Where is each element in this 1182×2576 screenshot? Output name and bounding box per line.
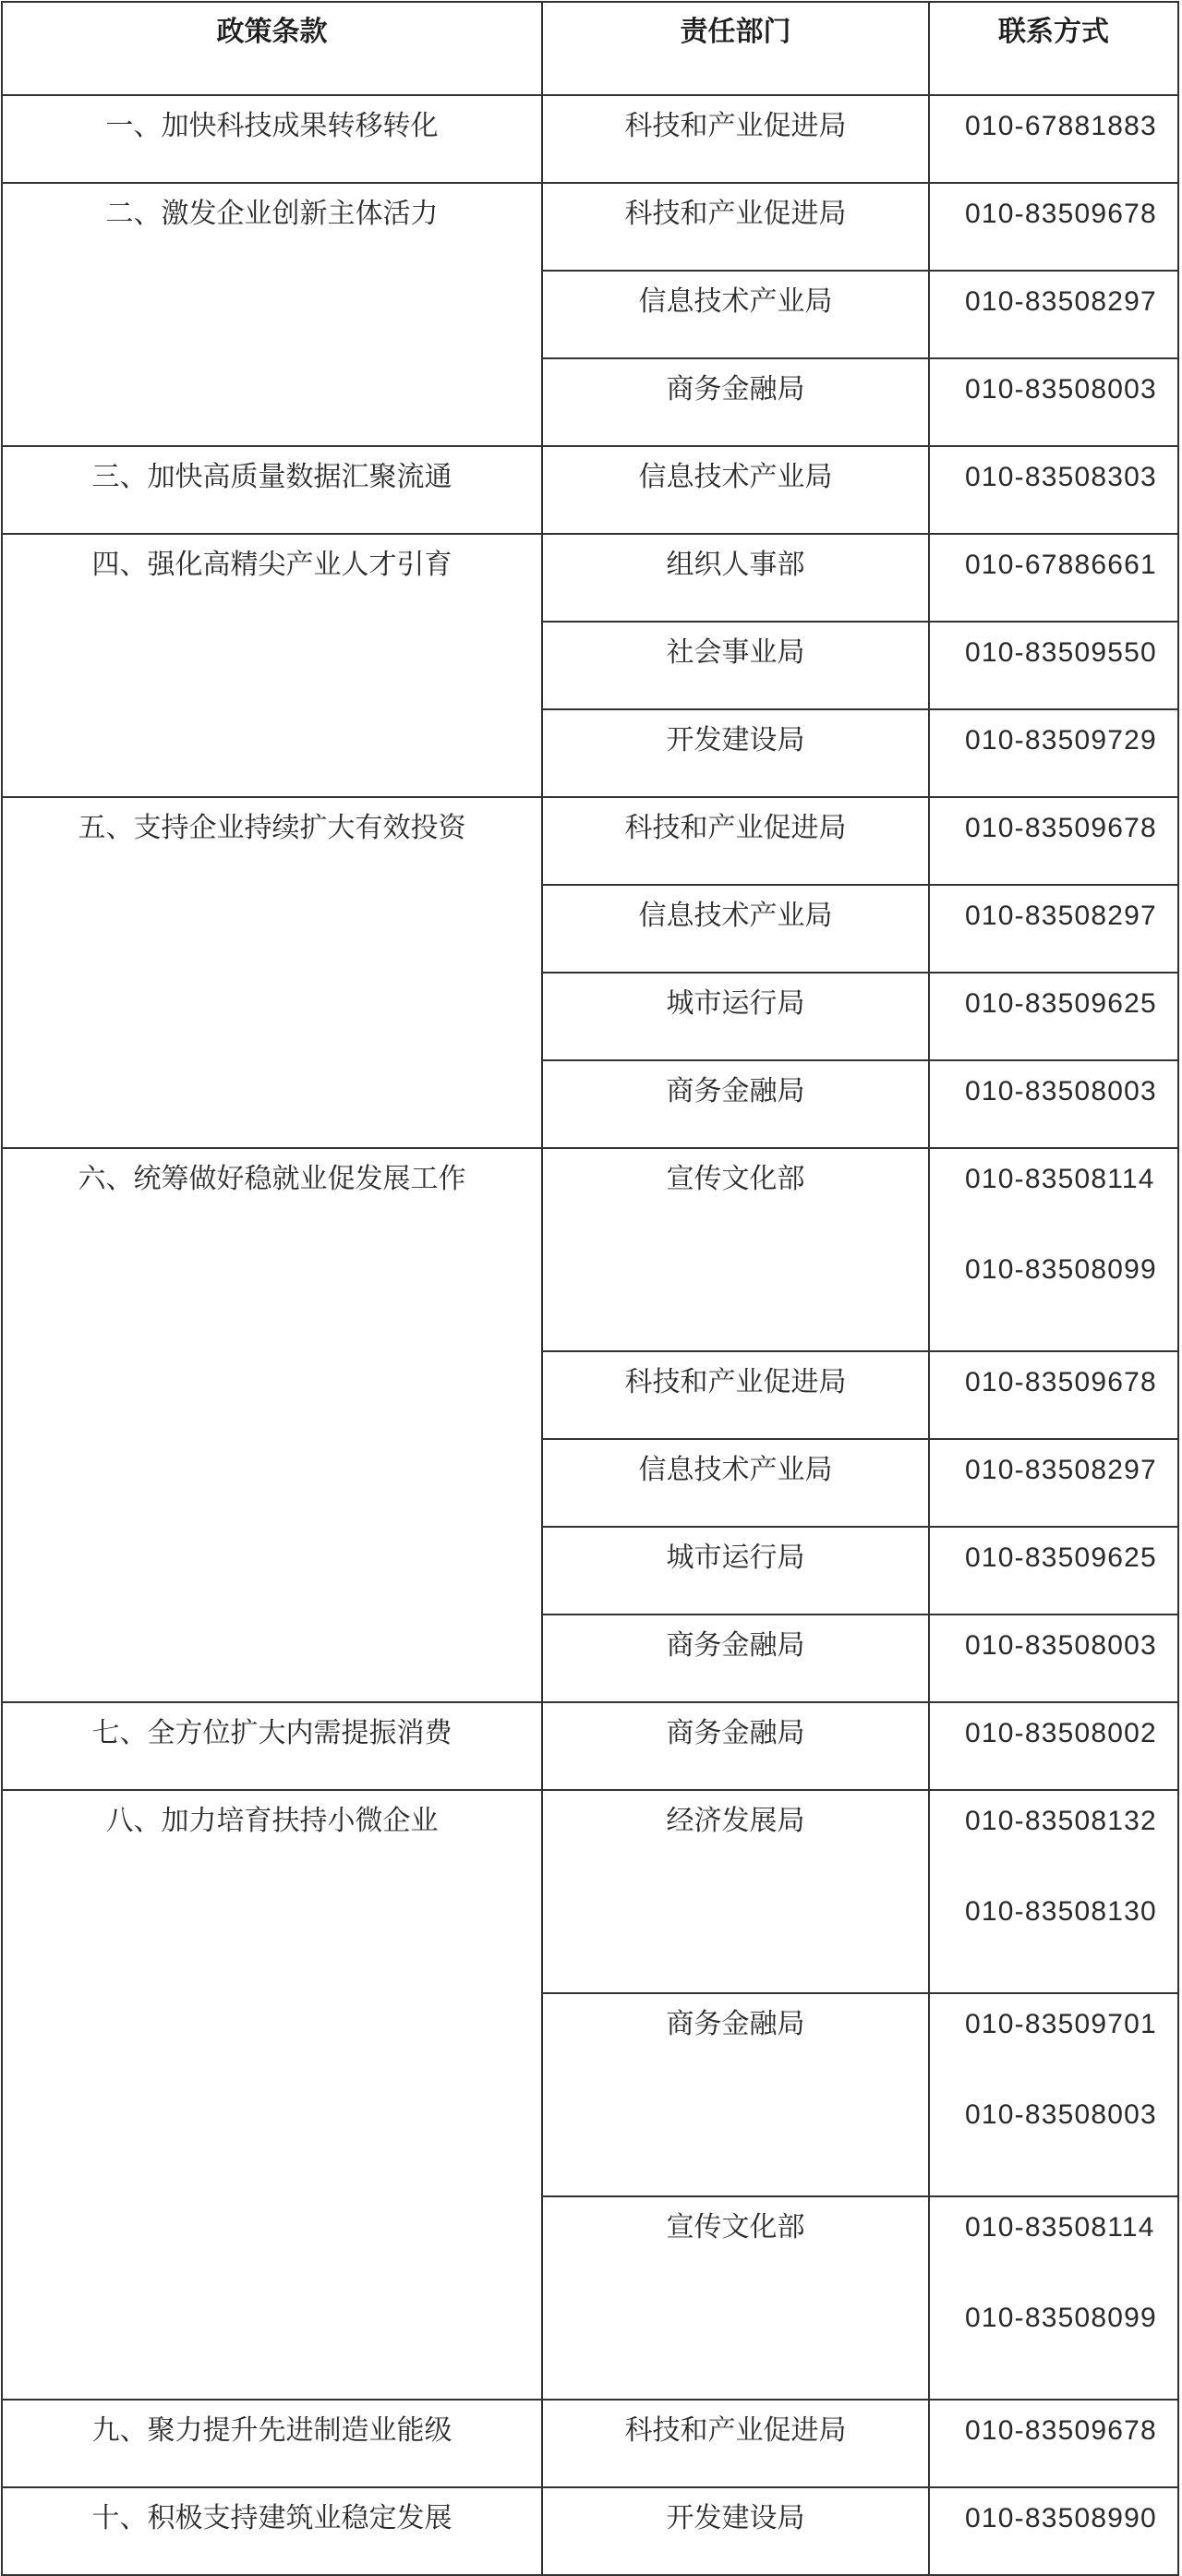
phone-number: 010-83508003	[965, 374, 1157, 405]
phone-number: 010-67886661	[965, 550, 1157, 580]
contact-cell	[929, 183, 1178, 271]
contact-cell	[929, 797, 1178, 885]
department-cell: 开发建设局	[542, 2487, 929, 2575]
policy-clause-cell: 三、加快高质量数据汇聚流通	[2, 446, 542, 534]
contact-cell	[929, 2196, 1178, 2400]
table-row	[2, 797, 1178, 885]
contact-cell	[929, 1351, 1178, 1439]
department-cell: 社会事业局	[542, 622, 929, 709]
contact-cell	[929, 1527, 1178, 1615]
table-row	[2, 446, 1178, 534]
header-contact-label: 联系方式	[998, 16, 1109, 48]
phone-number: 010-83509678	[965, 2415, 1157, 2446]
phone-number: 010-83508003	[965, 1076, 1157, 1107]
department-cell: 开发建设局	[542, 709, 929, 797]
contact-cell	[929, 1439, 1178, 1527]
phone-number: 010-83508002	[965, 1718, 1157, 1748]
department-cell: 宣传文化部	[542, 2196, 929, 2400]
contact-cell	[929, 2487, 1178, 2575]
phone-number: 010-83508297	[965, 286, 1157, 317]
table-row	[2, 2487, 1178, 2575]
contact-cell	[929, 973, 1178, 1060]
table-row	[2, 1790, 1178, 1993]
policy-clause-cell: 八、加力培育扶持小微企业	[2, 1790, 542, 2400]
department-cell: 信息技术产业局	[542, 271, 929, 358]
department-cell: 商务金融局	[542, 1993, 929, 2196]
phone-number: 010-83509550	[965, 637, 1157, 668]
policy-clause-cell: 五、支持企业持续扩大有效投资	[2, 797, 542, 1148]
table-body	[2, 95, 1178, 2575]
department-cell: 科技和产业促进局	[542, 183, 929, 271]
policy-clause-cell: 七、全方位扩大内需提振消费	[2, 1702, 542, 1790]
phone-number: 010-83509625	[965, 988, 1157, 1019]
phone-number: 010-83509729	[965, 725, 1157, 756]
phone-number: 010-67881883	[965, 111, 1157, 141]
contact-cell	[929, 358, 1178, 446]
contact-cell	[929, 271, 1178, 358]
table-header	[2, 2, 1178, 95]
contact-cell	[929, 885, 1178, 973]
contact-cell	[929, 1702, 1178, 1790]
phone-number: 010-83508297	[965, 901, 1157, 931]
phone-number: 010-83508003	[965, 2099, 1157, 2130]
table-row	[2, 2400, 1178, 2487]
department-cell: 科技和产业促进局	[542, 1351, 929, 1439]
header-contact	[929, 2, 1178, 95]
department-cell: 科技和产业促进局	[542, 95, 929, 183]
policy-clause-cell: 十、积极支持建筑业稳定发展	[2, 2487, 542, 2575]
department-cell: 城市运行局	[542, 1527, 929, 1615]
department-cell: 商务金融局	[542, 1702, 929, 1790]
phone-number: 010-83508130	[965, 1896, 1157, 1927]
contact-cell	[929, 622, 1178, 709]
department-cell: 信息技术产业局	[542, 446, 929, 534]
phone-number: 010-83508003	[965, 1630, 1157, 1661]
phone-number: 010-83509678	[965, 813, 1157, 843]
policy-clause-cell: 六、统筹做好稳就业促发展工作	[2, 1148, 542, 1702]
phone-number: 010-83509625	[965, 1542, 1157, 1573]
department-cell: 科技和产业促进局	[542, 2400, 929, 2487]
phone-number: 010-83508990	[965, 2503, 1157, 2534]
phone-number: 010-83508099	[965, 2303, 1157, 2333]
phone-number: 010-83509678	[965, 199, 1157, 229]
phone-number: 010-83508297	[965, 1455, 1157, 1485]
department-cell: 商务金融局	[542, 1060, 929, 1148]
department-cell: 组织人事部	[542, 534, 929, 622]
phone-number: 010-83509701	[965, 2009, 1157, 2039]
table-row	[2, 183, 1178, 271]
department-cell: 信息技术产业局	[542, 885, 929, 973]
header-policy: 政策条款	[2, 2, 542, 95]
contact-cell	[929, 1790, 1178, 1993]
phone-number: 010-83508114	[965, 1164, 1155, 1194]
phone-number: 010-83509678	[965, 1367, 1157, 1397]
contact-cell	[929, 2400, 1178, 2487]
contact-cell	[929, 1148, 1178, 1351]
department-cell: 科技和产业促进局	[542, 797, 929, 885]
contact-cell	[929, 1993, 1178, 2196]
phone-number: 010-83508114	[965, 2212, 1155, 2243]
policy-contact-table	[1, 1, 1179, 2576]
table-row	[2, 1702, 1178, 1790]
header-department: 责任部门	[542, 2, 929, 95]
contact-cell	[929, 95, 1178, 183]
department-cell: 商务金融局	[542, 1615, 929, 1702]
phone-number: 010-83508303	[965, 462, 1157, 492]
table-row	[2, 1148, 1178, 1351]
table-row	[2, 534, 1178, 622]
phone-number: 010-83508099	[965, 1254, 1157, 1285]
policy-clause-cell: 一、加快科技成果转移转化	[2, 95, 542, 183]
department-cell: 宣传文化部	[542, 1148, 929, 1351]
department-cell: 信息技术产业局	[542, 1439, 929, 1527]
table-row	[2, 95, 1178, 183]
contact-cell	[929, 446, 1178, 534]
policy-clause-cell: 四、强化高精尖产业人才引育	[2, 534, 542, 797]
header-row	[2, 2, 1178, 95]
contact-cell	[929, 1615, 1178, 1702]
contact-cell	[929, 1060, 1178, 1148]
policy-clause-cell: 九、聚力提升先进制造业能级	[2, 2400, 542, 2487]
department-cell: 商务金融局	[542, 358, 929, 446]
department-cell: 城市运行局	[542, 973, 929, 1060]
contact-cell	[929, 709, 1178, 797]
contact-cell	[929, 534, 1178, 622]
phone-number: 010-83508132	[965, 1806, 1157, 1836]
department-cell: 经济发展局	[542, 1790, 929, 1993]
policy-clause-cell: 二、激发企业创新主体活力	[2, 183, 542, 446]
